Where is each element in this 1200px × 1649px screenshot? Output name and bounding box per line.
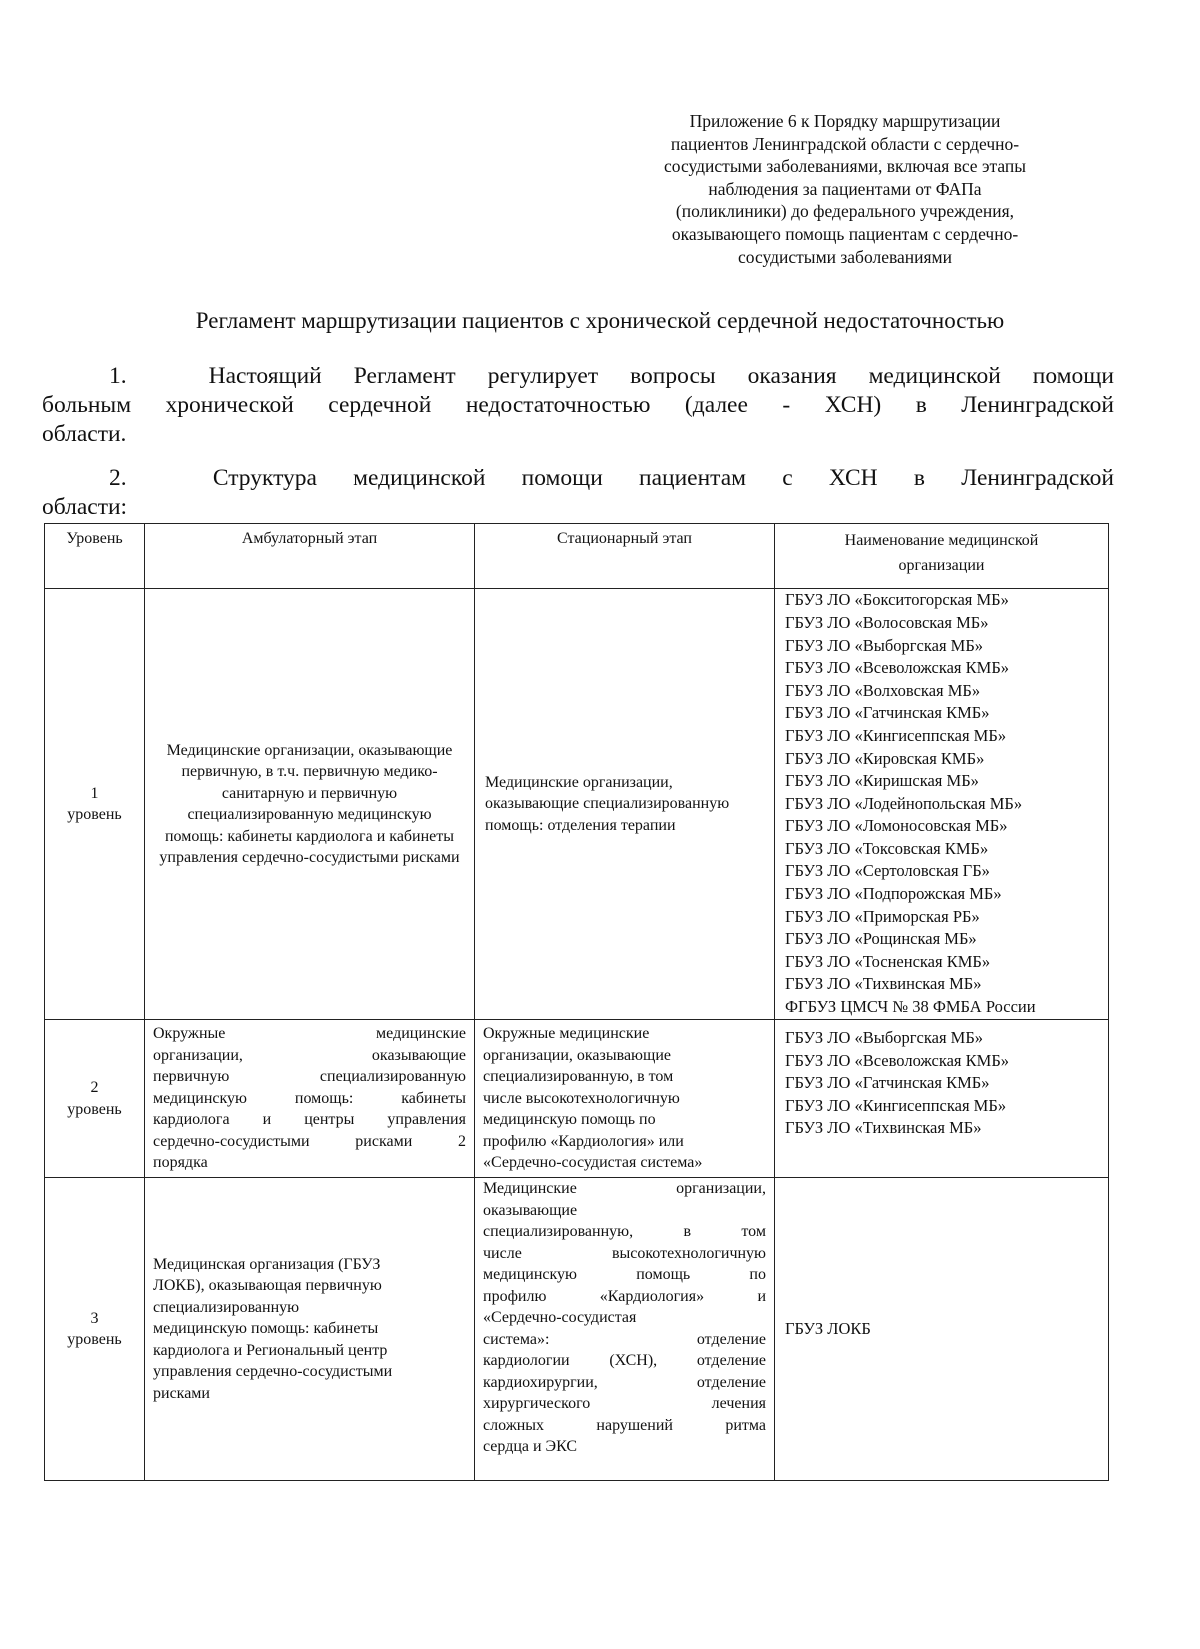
header-ambulatory: Амбулаторный этап <box>145 524 475 589</box>
org-item: ГБУЗ ЛО «Волховская МБ» <box>785 680 981 700</box>
level-cell <box>45 1020 145 1178</box>
org-item: ГБУЗ ЛО «Кингисеппская МБ» <box>785 725 1007 745</box>
level-number: 3 <box>90 1309 99 1327</box>
paragraph-line: 2. Структура медицинской помощи пациентам с ХСН в Ленинградской <box>42 464 1114 493</box>
org-item: ГБУЗ ЛО «Подпорожская МБ» <box>785 884 1002 904</box>
level-number: 1 <box>90 784 99 802</box>
level-cell <box>45 1178 145 1481</box>
org-item: ГБУЗ ЛО «Киришская МБ» <box>785 771 979 791</box>
level-word: уровень <box>67 806 122 823</box>
org-item: ГБУЗ ЛО «Тосненская КМБ» <box>785 951 991 971</box>
appendix-note <box>620 110 1070 268</box>
appendix-line: пациентов Ленинградской области с сердечно- <box>670 133 1020 154</box>
stationary-cell: Медицинские организации, оказывающие специализированную, в том числе высокотехнологичную медицинскую помощь по профилю «Кардиология» и «Сердечно-сосудистая система»: отделение кардиологии (ХСН), отделение кардиохирургии, отделение хирургического лечения сложных нарушений ритма сердца и ЭКС <box>475 1178 775 1481</box>
org-item: ГБУЗ ЛО «Сертоловская ГБ» <box>785 861 990 881</box>
org-item: ГБУЗ ЛО «Гатчинская КМБ» <box>785 703 990 723</box>
org-item: ГБУЗ ЛО «Ломоносовская МБ» <box>785 816 1008 836</box>
level-cell <box>45 589 145 1020</box>
org-item: ГБУЗ ЛО «Кингисеппская МБ» <box>785 1095 1007 1115</box>
org-item: ГБУЗ ЛО «Кировская КМБ» <box>785 748 985 768</box>
table-header-row <box>45 524 1109 589</box>
level-word: уровень <box>67 1100 122 1118</box>
level-word: уровень <box>67 1331 122 1348</box>
paragraph-line: области. <box>42 421 127 447</box>
table-row <box>45 589 1109 1020</box>
routing-table <box>44 523 1109 1481</box>
paragraph-line: области: <box>42 494 128 520</box>
org-item: ГБУЗ ЛО «Тихвинская МБ» <box>785 974 982 994</box>
org-item: ГБУЗ ЛО «Выборгская МБ» <box>785 1028 984 1048</box>
org-item: ГБУЗ ЛО «Бокситогорская МБ» <box>785 590 1009 610</box>
org-item: ГБУЗ ЛО «Рощинская МБ» <box>785 929 977 949</box>
appendix-line: (поликлиники) до федерального учреждения, <box>675 201 1015 222</box>
ambulatory-cell: Медицинская организация (ГБУЗ ЛОКБ), оказывающая первичную специализированную медицинскую помощь: кабинеты кардиолога и Региональный центр управления сердечно-сосудистыми рисками <box>145 1178 475 1481</box>
table-row <box>45 1178 1109 1481</box>
org-item: ГБУЗ ЛО «Выборгская МБ» <box>785 635 984 655</box>
paragraph-line: 1. Настоящий Регламент регулирует вопросы оказания медицинской помощи <box>42 362 1114 391</box>
appendix-line: Приложение 6 к Порядку маршрутизации <box>689 111 1001 131</box>
org-item: ФГБУЗ ЦМСЧ № 38 ФМБА России <box>785 997 1036 1017</box>
header-stationary: Стационарный этап <box>475 524 775 589</box>
org-item: ГБУЗ ЛО «Тихвинская МБ» <box>785 1118 982 1138</box>
appendix-line: наблюдения за пациентами от ФАПа <box>708 178 982 199</box>
table-row <box>45 1020 1109 1178</box>
paragraph-number: 2. <box>109 465 127 491</box>
paragraph-2 <box>42 464 1114 522</box>
org-item: ГБУЗ ЛО «Всеволожская КМБ» <box>785 1050 1010 1070</box>
org-item: ГБУЗ ЛО «Лодейнопольская МБ» <box>785 793 1023 813</box>
org-item: ГБУЗ ЛО «Токсовская КМБ» <box>785 838 989 858</box>
paragraph-number: 1. <box>109 363 127 389</box>
appendix-line: сосудистыми заболеваниями, включая все этапы <box>664 156 1026 177</box>
appendix-line: оказывающего помощь пациентам с сердечно- <box>671 223 1019 244</box>
level-number: 2 <box>90 1079 99 1096</box>
paragraph-1 <box>42 362 1114 449</box>
organization-cell <box>775 589 1109 1020</box>
header-level: Уровень <box>45 524 145 589</box>
header-organization: Наименование медицинской организации <box>775 524 1109 589</box>
org-item: ГБУЗ ЛО «Гатчинская КМБ» <box>785 1073 990 1093</box>
org-item: ГБУЗ ЛО «Волосовская МБ» <box>785 612 989 632</box>
stationary-cell: Окружные медицинские организации, оказывающие специализированную, в том числе высокотехнологичную медицинскую помощь по профилю «Кардиология» или «Сердечно-сосудистая система» <box>475 1020 775 1178</box>
paragraph-line: больным хронической сердечной недостаточностью (далее - ХСН) в Ленинградской <box>42 392 1114 418</box>
ambulatory-cell: Окружные медицинские организации, оказывающие первичную специализированную медицинскую помощь: кабинеты кардиолога и центры управления сердечно-сосудистыми рисками 2 порядка <box>145 1020 475 1178</box>
org-item: ГБУЗ ЛО «Приморская РБ» <box>785 906 980 926</box>
organization-cell <box>775 1020 1109 1178</box>
ambulatory-cell: Медицинские организации, оказывающие первичную, в т.ч. первичную медико-санитарную и первичную специализированную медицинскую помощь: кабинеты кардиолога и кабинеты управления сердечно-сосудистыми рисками <box>145 589 475 1020</box>
stationary-cell: Медицинские организации, оказывающие специализированную помощь: отделения терапии <box>475 589 775 1020</box>
document-title: Регламент маршрутизации пациентов с хронической сердечной недостаточностью <box>195 308 1005 333</box>
org-item: ГБУЗ ЛО «Всеволожская КМБ» <box>785 658 1010 678</box>
appendix-line: сосудистыми заболеваниями <box>737 246 953 267</box>
organization-cell: ГБУЗ ЛОКБ <box>775 1178 1109 1481</box>
